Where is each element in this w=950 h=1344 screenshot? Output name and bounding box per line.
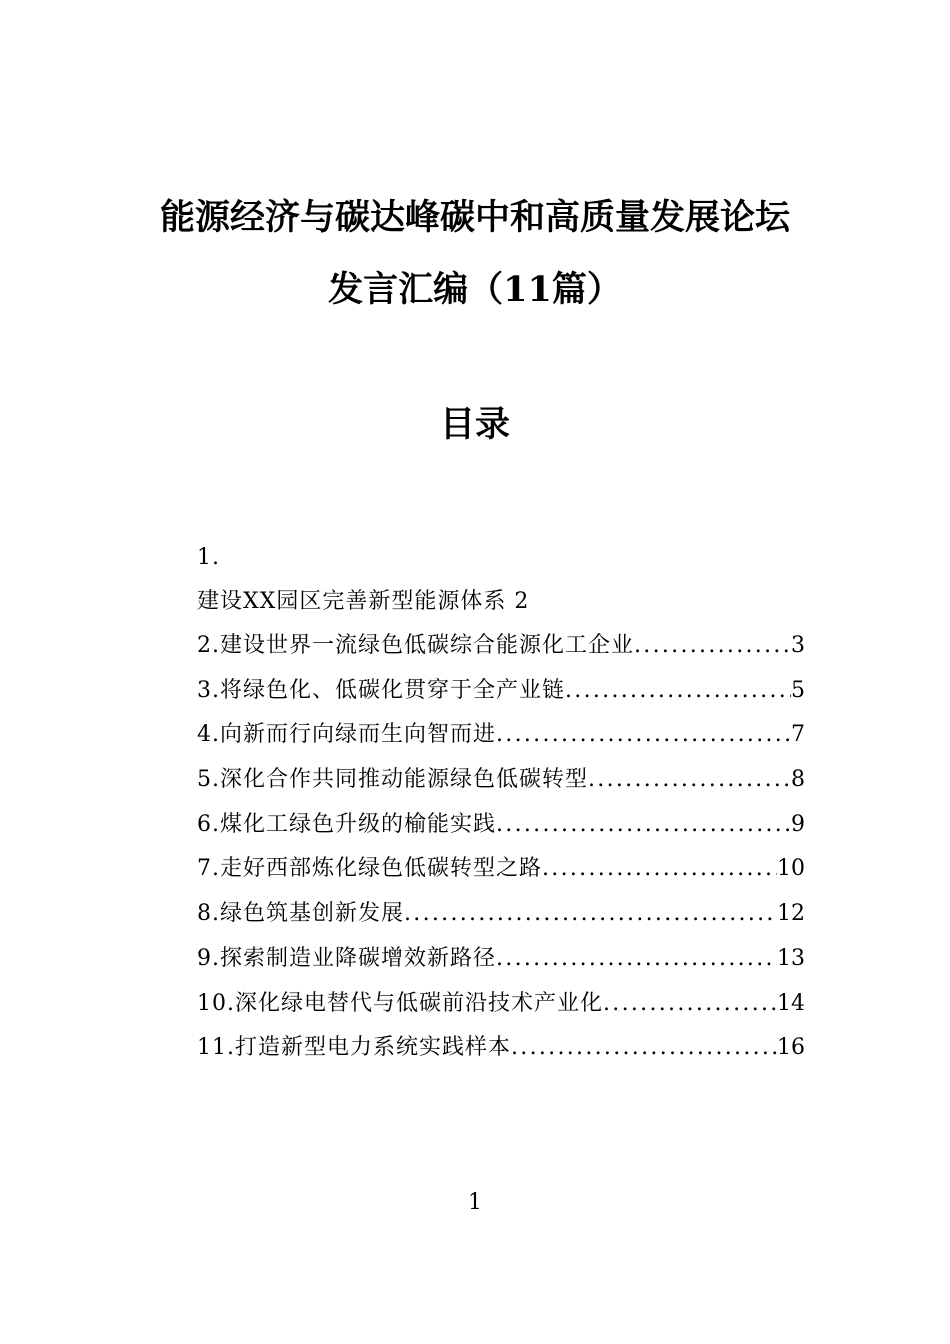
toc-entry [197,676,805,706]
toc-entry-page: 10 [777,856,805,881]
toc-entry [197,810,805,840]
toc-entry [197,720,805,750]
toc-leader-dots [634,631,791,661]
toc-entry-page: 13 [777,946,805,971]
toc-entry-title: 9.探索制造业降碳增效新路径 [197,946,496,971]
toc-entry-title: 4.向新而行向绿而生向智而进 [197,722,496,747]
toc-entry [197,899,805,929]
toc-leader-dots [511,1033,777,1063]
toc-entry-page: 9 [791,812,805,837]
toc-leader-dots [496,944,777,974]
toc-leader-dots [404,899,777,929]
toc-entry-page: 12 [777,901,805,926]
toc-heading: 目录 [439,404,510,445]
toc-first-entry-number: 1. [197,545,220,570]
toc-entry-title: 11.打造新型电力系统实践样本 [197,1035,511,1060]
toc-first-entry-text: 建设XX园区完善新型能源体系 2 [197,589,530,614]
toc-entry-page: 14 [777,991,805,1016]
toc-entry-page: 3 [791,633,805,658]
toc-entry [197,1033,805,1063]
toc-entry-title: 5.深化合作共同推动能源绿色低碳转型 [197,767,588,792]
page-number: 1 [468,1190,482,1215]
toc-entry-page: 8 [791,767,805,792]
toc-entry [197,989,805,1019]
toc-entry [197,854,805,884]
toc-entry-title: 8.绿色筑基创新发展 [197,901,404,926]
toc-leader-dots [588,765,791,795]
toc-entry [197,631,805,661]
toc-entry-title: 7.走好西部炼化绿色低碳转型之路 [197,856,542,881]
toc-entry-page: 16 [777,1035,805,1060]
toc-leader-dots [496,720,791,750]
document-title-line-1: 能源经济与碳达峰碳中和高质量发展论坛 [159,197,790,238]
toc-leader-dots [603,989,777,1019]
toc-entry-title: 10.深化绿电替代与低碳前沿技术产业化 [197,991,603,1016]
toc-entry [197,765,805,795]
toc-leader-dots [542,854,777,884]
toc-entry-title: 3.将绿色化、低碳化贯穿于全产业链 [197,678,565,703]
document-title-line-2: 发言汇编（11篇） [328,269,622,310]
toc-entry-page: 7 [791,722,805,747]
toc-leader-dots [565,676,791,706]
toc-entry-title: 2.建设世界一流绿色低碳综合能源化工企业 [197,633,634,658]
toc-entry-title: 6.煤化工绿色升级的榆能实践 [197,812,496,837]
toc-entry-page: 5 [791,678,805,703]
toc-entry [197,944,805,974]
toc-leader-dots [496,810,791,840]
